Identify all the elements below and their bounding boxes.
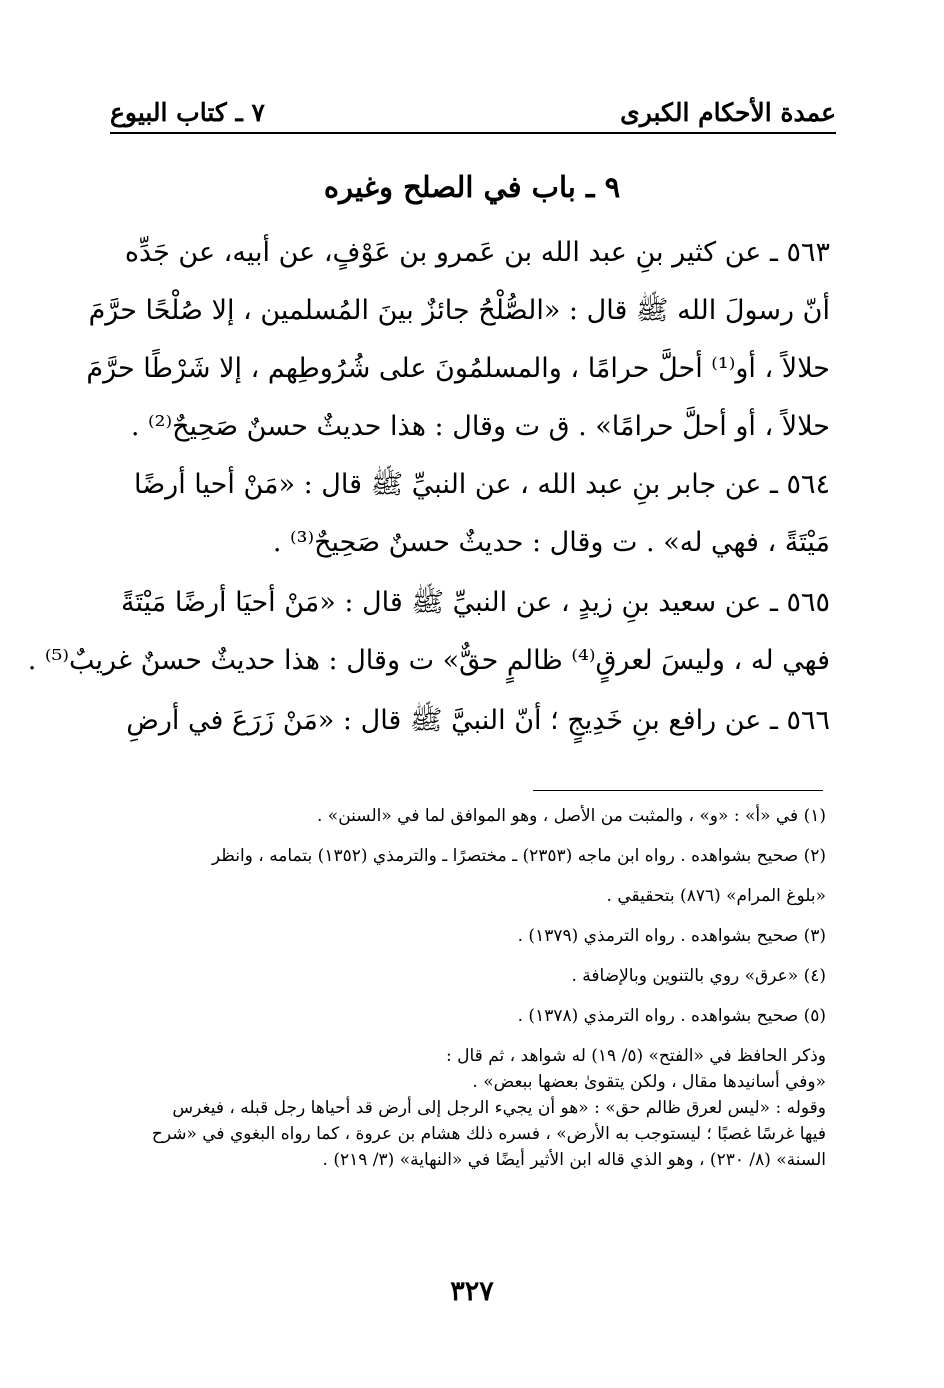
hadith-564 xyxy=(104,456,830,572)
text-line: حلالاً ، أو أحلَّ حرامًا» . ق ت وقال : هذا حديثٌ حسنٌ صَحِيحٌ⁽²⁾ . xyxy=(130,411,830,442)
footnotes xyxy=(106,803,826,1173)
hadith-563 xyxy=(86,224,830,456)
footnote: وذكر الحافظ في «الفتح» (٥/ ١٩) له شواهد ، ثم قال : xyxy=(446,1046,826,1066)
chapter-title: ٧ ـ كتاب البيوع xyxy=(110,98,265,127)
text-line: فهي له ، وليسَ لعرقٍ⁽⁴⁾ ظالمٍ حقٌّ» ت وقال : هذا حديثٌ حسنٌ غريبٌ⁽⁵⁾ . xyxy=(27,645,830,676)
text-line: أنّ رسولَ الله ﷺ قال : «الصُّلْحُ جائزٌ بينَ المُسلمين ، إلا صُلْحًا حرَّمَ xyxy=(88,295,830,326)
text-line: ٥٦٣ ـ عن كثير بنِ عبد الله بن عَمرو بن عَوْفٍ، عن أبيه، عن جَدِّه xyxy=(124,237,830,268)
page-number: ٣٢٧ xyxy=(450,1276,494,1307)
footnote: (٥) صحيح بشواهده . رواه الترمذي (١٣٧٨) . xyxy=(517,1006,826,1026)
footnote-separator xyxy=(533,790,823,791)
hadith-566 xyxy=(104,692,830,750)
text-line: ٥٦٤ ـ عن جابر بنِ عبد الله ، عن النبيِّ ﷺ قال : «مَنْ أحيا أرضًا xyxy=(134,469,830,500)
text-line: ٥٦٥ ـ عن سعيد بنِ زيدٍ ، عن النبيِّ ﷺ قال : «مَنْ أحيَا أرضًا مَيْتَةً xyxy=(121,587,830,618)
footnote: (١) في «أ» : «و» ، والمثبت من الأصل ، وهو الموافق لما في «السنن» . xyxy=(317,806,826,826)
book-title: عمدة الأحكام الكبرى xyxy=(620,98,836,127)
footnote: (٤) «عرق» روي بالتنوين وبالإضافة . xyxy=(571,966,826,986)
text-line: ٥٦٦ ـ عن رافع بنِ خَدِيجٍ ؛ أنّ النبيَّ ﷺ قال : «مَنْ زَرَعَ في أرضِ xyxy=(126,705,830,736)
footnote: «بلوغ المرام» (٨٧٦) بتحقيقي . xyxy=(606,886,826,906)
footnote: السنة» (٨/ ٢٣٠) ، وهو الذي قاله ابن الأثير أيضًا في «النهاية» (٣/ ٢١٩) . xyxy=(322,1150,826,1170)
footnote: (٢) صحيح بشواهده . رواه ابن ماجه (٢٣٥٣) ـ مختصرًا ـ والترمذي (١٣٥٢) بتمامه ، وانظر xyxy=(211,846,826,866)
footnote: وقوله : «ليس لعرق ظالم حق» : «هو أن يجيء الرجل إلى أرض قد أحياها رجل قبله ، فيغرس xyxy=(172,1098,826,1118)
footnote: فيها غرسًا غصبًا ؛ ليستوجب به الأرض» ، فسره ذلك هشام بن عروة ، كما رواه البغوي في «شرح xyxy=(151,1124,826,1144)
section-heading: ٩ ـ باب في الصلح وغيره xyxy=(323,170,621,204)
hadith-565 xyxy=(27,574,830,690)
text-line: حلالاً ، أو⁽¹⁾ أحلَّ حرامًا ، والمسلمُونَ على شُرُوطِهم ، إلا شَرْطًا حرَّمَ xyxy=(86,353,830,384)
text-line: مَيْتَةً ، فهي له» . ت وقال : حديثٌ حسنٌ صَحِيحٌ⁽³⁾ . xyxy=(272,527,830,558)
footnote: (٣) صحيح بشواهده . رواه الترمذي (١٣٧٩) . xyxy=(517,926,826,946)
footnote: «وفي أسانيدها مقال ، ولكن يتقوىٰ بعضها ببعض» . xyxy=(472,1072,826,1092)
running-header xyxy=(110,96,836,134)
